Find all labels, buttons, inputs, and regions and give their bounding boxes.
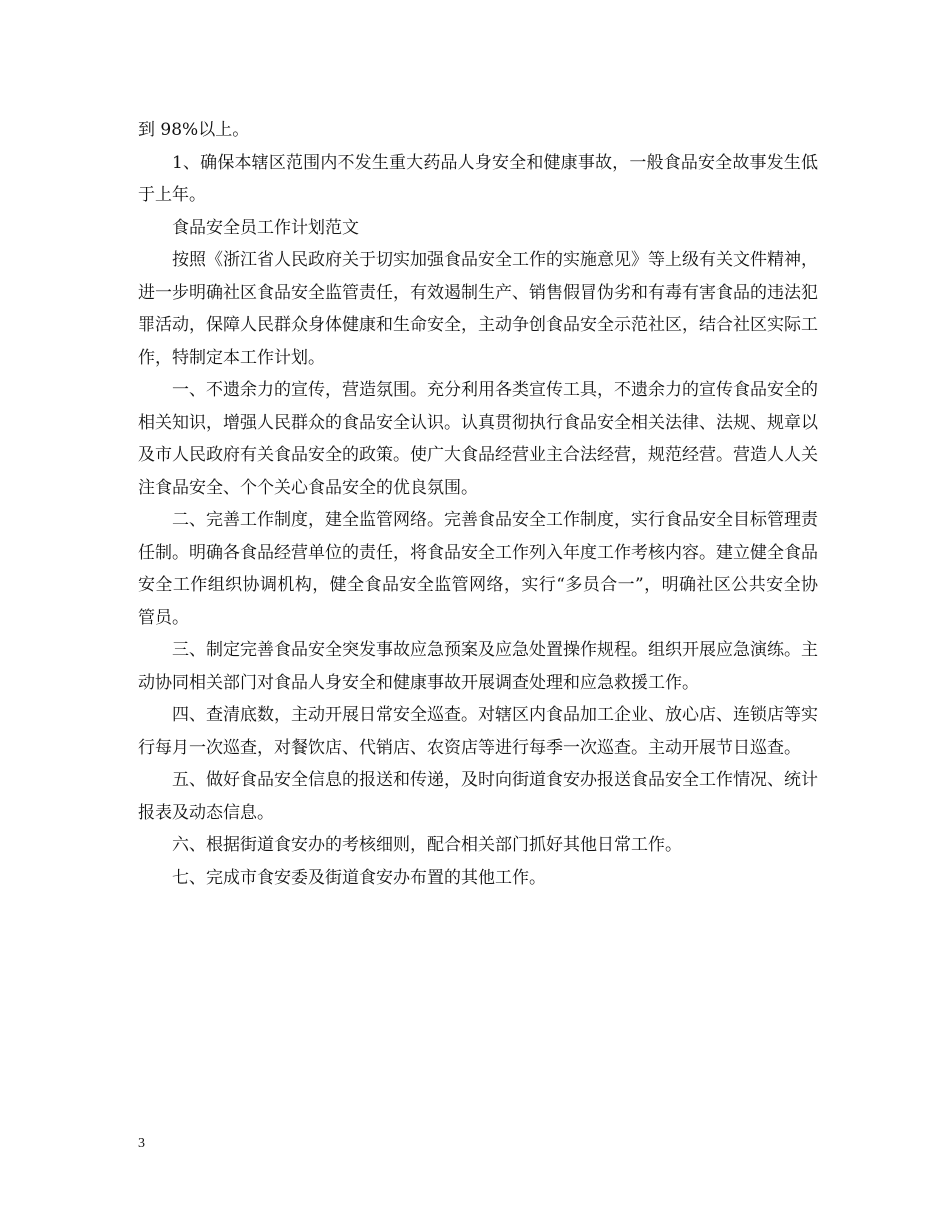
document-body: [138, 114, 818, 894]
paragraph-continuation: 到 98%以上。: [138, 120, 250, 140]
paragraph-item-3: 三、制定完善食品安全突发事故应急预案及应急处置操作规程。组织开展应急演练。主动协同相关部门对食品人身安全和健康事故开展调查处理和应急救援工作。: [138, 640, 818, 693]
paragraph-item-4: 四、查清底数，主动开展日常安全巡查。对辖区内食品加工企业、放心店、连锁店等实行每月一次巡查，对餐饮店、代销店、农资店等进行每季一次巡查。主动开展节日巡查。: [138, 705, 818, 758]
paragraph-item-2: 二、完善工作制度，建全监管网络。完善食品安全工作制度，实行食品安全目标管理责任制。明确各食品经营单位的责任，将食品安全工作列入年度工作考核内容。建立健全食品安全工作组织协调机构，健全食品安全监管网络，实行“多员合一”，明确社区公共安全协管员。: [138, 510, 818, 628]
page-number: 3: [138, 1136, 145, 1151]
paragraph-item-1: 一、不遗余力的宣传，营造氛围。充分利用各类宣传工具，不遗余力的宣传食品安全的相关知识，增强人民群众的食品安全认识。认真贯彻执行食品安全相关法律、法规、规章以及市人民政府有关食品安全的政策。使广大食品经营业主合法经营，规范经营。营造人人关注食品安全、个个关心食品安全的优良氛围。: [138, 380, 818, 498]
paragraph-goal-1: 1、确保本辖区范围内不发生重大药品人身安全和健康事故，一般食品安全故事发生低于上年。: [138, 152, 818, 205]
paragraph-intro: 按照《浙江省人民政府关于切实加强食品安全工作的实施意见》等上级有关文件精神，进一步明确社区食品安全监管责任，有效遏制生产、销售假冒伪劣和有毒有害食品的违法犯罪活动，保障人民群众身体健康和生命安全，主动争创食品安全示范社区，结合社区实际工作，特制定本工作计划。: [138, 250, 818, 368]
paragraph-item-6: 六、根据街道食安办的考核细则，配合相关部门抓好其他日常工作。: [172, 835, 682, 855]
paragraph-item-7: 七、完成市食安委及街道食安办布置的其他工作。: [172, 867, 546, 888]
paragraph-item-5: 五、做好食品安全信息的报送和传递，及时向街道食安办报送食品安全工作情况、统计报表及动态信息。: [138, 770, 818, 823]
section-heading: 食品安全员工作计划范文: [172, 217, 359, 238]
